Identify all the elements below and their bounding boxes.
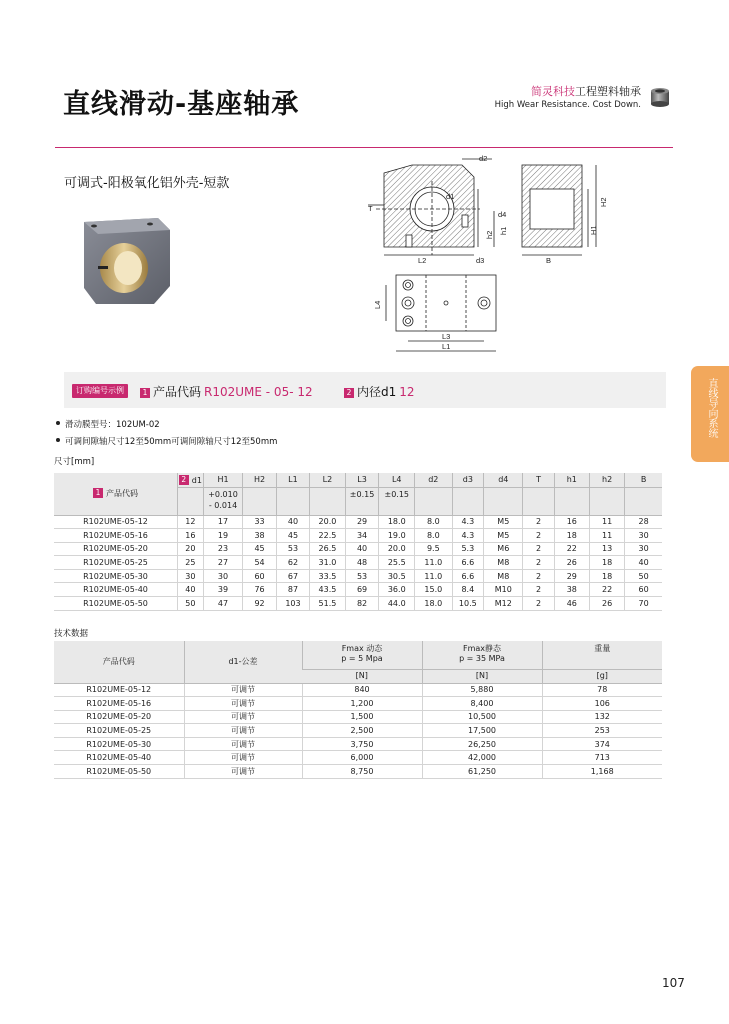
table-cell: 可调节 [184, 697, 302, 711]
table-cell: 60 [243, 569, 276, 583]
table-cell: 26,250 [422, 737, 542, 751]
table-cell: 840 [302, 683, 422, 697]
table-cell: R102UME-05-30 [54, 737, 184, 751]
table-cell: M5 [484, 529, 523, 543]
table-cell: 26 [554, 556, 589, 570]
table-cell: 70 [625, 597, 662, 611]
order-d1-value: 12 [399, 385, 415, 399]
table-cell: 26 [589, 597, 624, 611]
table-row [54, 683, 662, 697]
table-cell: R102UME-05-25 [54, 724, 184, 738]
table-cell: 18.0 [415, 597, 452, 611]
dim-header-B: B [625, 473, 662, 487]
table-cell: 可调节 [184, 683, 302, 697]
table-cell: 40 [345, 542, 379, 556]
table-cell: R102UME-05-20 [54, 542, 178, 556]
order-code-value: R102UME - 05- 12 [204, 385, 313, 399]
table-cell: 253 [542, 724, 662, 738]
table-cell: M8 [484, 556, 523, 570]
table-cell: 30.5 [379, 569, 415, 583]
table-cell: 13 [589, 542, 624, 556]
dim-header-H1: H1 [203, 473, 243, 487]
table-cell: 27 [203, 556, 243, 570]
table-cell: 62 [276, 556, 309, 570]
table-cell: 43.5 [310, 583, 345, 597]
table-cell: 28 [625, 515, 662, 529]
dim-tolerance [484, 487, 523, 515]
label-h2: h2 [485, 230, 494, 239]
table-cell: 可调节 [184, 765, 302, 779]
label-d4: d4 [498, 210, 507, 219]
dim-header-d4: d4 [484, 473, 523, 487]
table-cell: 106 [542, 697, 662, 711]
label-d2: d2 [479, 155, 488, 163]
dim-header-d2: d2 [415, 473, 452, 487]
table-cell: 25.5 [379, 556, 415, 570]
badge-2: 2 [344, 388, 354, 398]
table-cell: 45 [243, 542, 276, 556]
table-cell: 19.0 [379, 529, 415, 543]
table-cell: 可调节 [184, 737, 302, 751]
table-cell: 15.0 [415, 583, 452, 597]
tech-header: 产品代码 [54, 641, 184, 683]
tech-header: Fmax 动态 p = 5 Mpa [302, 641, 422, 669]
tech-unit: [N] [422, 669, 542, 683]
badge-1: 1 [140, 388, 150, 398]
dim-header-L2: L2 [310, 473, 345, 487]
dim-header-L4: L4 [379, 473, 415, 487]
table-cell: 18 [589, 556, 624, 570]
table-cell: 78 [542, 683, 662, 697]
table-cell: 50 [178, 597, 204, 611]
table-cell: R102UME-05-16 [54, 529, 178, 543]
table-cell: 12 [178, 515, 204, 529]
dim-header-L1: L1 [276, 473, 309, 487]
table-cell: 8.0 [415, 515, 452, 529]
table-cell: 22 [554, 542, 589, 556]
table-cell: 36.0 [379, 583, 415, 597]
table-cell: 2 [523, 515, 554, 529]
dim-header-d1: 2 d1 [178, 473, 204, 487]
label-d1: d1 [446, 192, 455, 201]
product-subtitle: 可调式-阳极氧化铝外壳-短款 [64, 176, 230, 191]
table-cell: 16 [554, 515, 589, 529]
table-cell: 2 [523, 556, 554, 570]
table-cell: R102UME-05-40 [54, 583, 178, 597]
table-cell: 87 [276, 583, 309, 597]
label-L1: L1 [442, 342, 451, 351]
tech-unit: [g] [542, 669, 662, 683]
table-row [54, 724, 662, 738]
table-cell: R102UME-05-30 [54, 569, 178, 583]
table-cell: 29 [345, 515, 379, 529]
table-cell: 4.3 [452, 515, 484, 529]
table-cell: 374 [542, 737, 662, 751]
table-cell: R102UME-05-40 [54, 751, 184, 765]
page-title: 直线滑动-基座轴承 [63, 89, 300, 120]
order-d1-label: 内径d1 [357, 385, 397, 399]
dim-header-h1: h1 [554, 473, 589, 487]
table-cell: 6,000 [302, 751, 422, 765]
note-item: 可调间隙轴尺寸12至50mm可调间隙轴尺寸12至50mm [56, 434, 277, 451]
dim-tolerance: +0.010 - 0.014 [203, 487, 243, 515]
table-cell: 47 [203, 597, 243, 611]
label-L4: L4 [373, 300, 382, 309]
table-cell: 9.5 [415, 542, 452, 556]
tech-header: 重量 [542, 641, 662, 669]
table-cell: 2 [523, 542, 554, 556]
header-divider [55, 147, 673, 148]
label-B: B [546, 256, 552, 265]
table-cell: 11.0 [415, 556, 452, 570]
table-cell: 82 [345, 597, 379, 611]
brand-name: 简灵科技 [531, 85, 575, 98]
table-row [54, 583, 662, 597]
table-cell: 60 [625, 583, 662, 597]
table-cell: 6.6 [452, 556, 484, 570]
table-cell: 5.3 [452, 542, 484, 556]
table-cell: 67 [276, 569, 309, 583]
table-cell: 38 [243, 529, 276, 543]
table-row [54, 737, 662, 751]
section-tab-label: 直线导向系统 [706, 378, 717, 438]
table-cell: R102UME-05-50 [54, 597, 178, 611]
table-cell: M12 [484, 597, 523, 611]
table-cell: 31.0 [310, 556, 345, 570]
table-cell: 8,400 [422, 697, 542, 711]
table-cell: 18 [589, 569, 624, 583]
table-cell: M10 [484, 583, 523, 597]
tech-data-table [54, 641, 662, 779]
table-cell: 20.0 [379, 542, 415, 556]
dim-tolerance [243, 487, 276, 515]
dim-tolerance [589, 487, 624, 515]
table-cell: 22.5 [310, 529, 345, 543]
order-example-tag: 订购编号示例 [72, 384, 128, 398]
table-cell: 3,750 [302, 737, 422, 751]
dim-tolerance: ±0.15 [345, 487, 379, 515]
table-cell: 61,250 [422, 765, 542, 779]
table-cell: 18 [554, 529, 589, 543]
table-cell: M8 [484, 569, 523, 583]
section-tab[interactable] [691, 366, 729, 462]
table-cell: 40 [276, 515, 309, 529]
table-cell: 11.0 [415, 569, 452, 583]
order-example-bar [64, 372, 666, 408]
label-d3: d3 [476, 256, 485, 265]
dim-header-L3: L3 [345, 473, 379, 487]
side-view [522, 165, 596, 255]
order-inner-diameter [344, 383, 415, 400]
table-cell: 40 [625, 556, 662, 570]
dim-header-d3: d3 [452, 473, 484, 487]
dim-header-H2: H2 [243, 473, 276, 487]
dim-tolerance [310, 487, 345, 515]
table-cell: 54 [243, 556, 276, 570]
note-item: 滑动膜型号：102UM-02 [56, 417, 277, 434]
table-cell: 53 [345, 569, 379, 583]
table-row [54, 697, 662, 711]
brand-block [495, 83, 641, 110]
table-cell: 8.4 [452, 583, 484, 597]
dimensions-table [54, 473, 662, 611]
table-cell: 可调节 [184, 751, 302, 765]
dim-tolerance [625, 487, 662, 515]
table-cell: 713 [542, 751, 662, 765]
top-view [386, 275, 496, 351]
table-cell: 2 [523, 597, 554, 611]
table-cell: R102UME-05-16 [54, 697, 184, 711]
table-cell: 2 [523, 583, 554, 597]
tech-header: Fmax静态 p = 35 MPa [422, 641, 542, 669]
table-cell: R102UME-05-50 [54, 765, 184, 779]
table-cell: 53 [276, 542, 309, 556]
table-cell: 2 [523, 529, 554, 543]
table-cell: 10.5 [452, 597, 484, 611]
table-cell: 33.5 [310, 569, 345, 583]
label-h1: h1 [499, 226, 508, 235]
table-cell: 1,500 [302, 710, 422, 724]
order-product-code [140, 383, 313, 400]
table-cell: 11 [589, 515, 624, 529]
page-number: 107 [662, 976, 685, 990]
table-cell: 76 [243, 583, 276, 597]
table-cell: 18.0 [379, 515, 415, 529]
table-cell: 26.5 [310, 542, 345, 556]
tech-unit: [N] [302, 669, 422, 683]
table-cell: M5 [484, 515, 523, 529]
dim-tolerance [523, 487, 554, 515]
order-code-label: 产品代码 [153, 385, 202, 399]
table-cell: 17 [203, 515, 243, 529]
table-cell: 44.0 [379, 597, 415, 611]
table-row [54, 751, 662, 765]
table-cell: 46 [554, 597, 589, 611]
label-H1: H1 [589, 225, 598, 235]
dim-tolerance [178, 487, 204, 515]
table-cell: 39 [203, 583, 243, 597]
table-cell: 1,200 [302, 697, 422, 711]
product-photo [80, 216, 172, 306]
table-cell: 132 [542, 710, 662, 724]
table-row [54, 597, 662, 611]
table-row [54, 556, 662, 570]
table-cell: 25 [178, 556, 204, 570]
table-cell: 22 [589, 583, 624, 597]
dim-header-h2: h2 [589, 473, 624, 487]
table-cell: 1,168 [542, 765, 662, 779]
table-cell: 4.3 [452, 529, 484, 543]
table-cell: 8.0 [415, 529, 452, 543]
table-cell: 8,750 [302, 765, 422, 779]
table-cell: 20 [178, 542, 204, 556]
table-row [54, 542, 662, 556]
table-cell: 30 [625, 542, 662, 556]
label-H2: H2 [599, 197, 608, 207]
table-cell: 2 [523, 569, 554, 583]
table-cell: 48 [345, 556, 379, 570]
table-cell: 45 [276, 529, 309, 543]
table-cell: 40 [178, 583, 204, 597]
table-cell: 33 [243, 515, 276, 529]
table-cell: 6.6 [452, 569, 484, 583]
table-cell: 17,500 [422, 724, 542, 738]
brand-tagline: 工程塑料轴承 [575, 85, 641, 98]
dimensions-label: 尺寸[mm] [54, 457, 95, 467]
table-cell: 30 [625, 529, 662, 543]
technical-drawing [366, 155, 614, 355]
table-cell: 5,880 [422, 683, 542, 697]
dim-header-code: 1 产品代码 [54, 473, 178, 515]
table-cell: R102UME-05-12 [54, 683, 184, 697]
dim-header-T: T [523, 473, 554, 487]
table-row [54, 515, 662, 529]
tech-header: d1-公差 [184, 641, 302, 683]
front-view [368, 159, 494, 255]
table-cell: 29 [554, 569, 589, 583]
table-cell: 51.5 [310, 597, 345, 611]
table-cell: R102UME-05-12 [54, 515, 178, 529]
table-cell: M6 [484, 542, 523, 556]
table-cell: R102UME-05-25 [54, 556, 178, 570]
table-cell: R102UME-05-20 [54, 710, 184, 724]
table-cell: 16 [178, 529, 204, 543]
label-L2: L2 [418, 256, 427, 265]
label-L3: L3 [442, 332, 451, 341]
dim-tolerance [554, 487, 589, 515]
table-cell: 19 [203, 529, 243, 543]
table-cell: 50 [625, 569, 662, 583]
table-cell: 42,000 [422, 751, 542, 765]
table-cell: 69 [345, 583, 379, 597]
label-T: T [368, 204, 373, 213]
table-cell: 103 [276, 597, 309, 611]
table-cell: 23 [203, 542, 243, 556]
table-row [54, 569, 662, 583]
table-row [54, 529, 662, 543]
dim-tolerance [452, 487, 484, 515]
brand-cn [495, 83, 641, 99]
table-cell: 20.0 [310, 515, 345, 529]
table-cell: 11 [589, 529, 624, 543]
notes-list [56, 417, 277, 451]
table-cell: 2,500 [302, 724, 422, 738]
dim-tolerance [276, 487, 309, 515]
dim-tolerance [415, 487, 452, 515]
table-cell: 30 [203, 569, 243, 583]
table-cell: 92 [243, 597, 276, 611]
brand-slogan: High Wear Resistance. Cost Down. [494, 100, 641, 110]
table-row [54, 765, 662, 779]
table-row [54, 710, 662, 724]
bearing-logo-icon [649, 86, 671, 108]
table-cell: 38 [554, 583, 589, 597]
table-cell: 30 [178, 569, 204, 583]
dim-tolerance: ±0.15 [379, 487, 415, 515]
table-cell: 10,500 [422, 710, 542, 724]
table-cell: 34 [345, 529, 379, 543]
table-cell: 可调节 [184, 710, 302, 724]
tech-data-label: 技术数据 [54, 629, 89, 639]
table-cell: 可调节 [184, 724, 302, 738]
